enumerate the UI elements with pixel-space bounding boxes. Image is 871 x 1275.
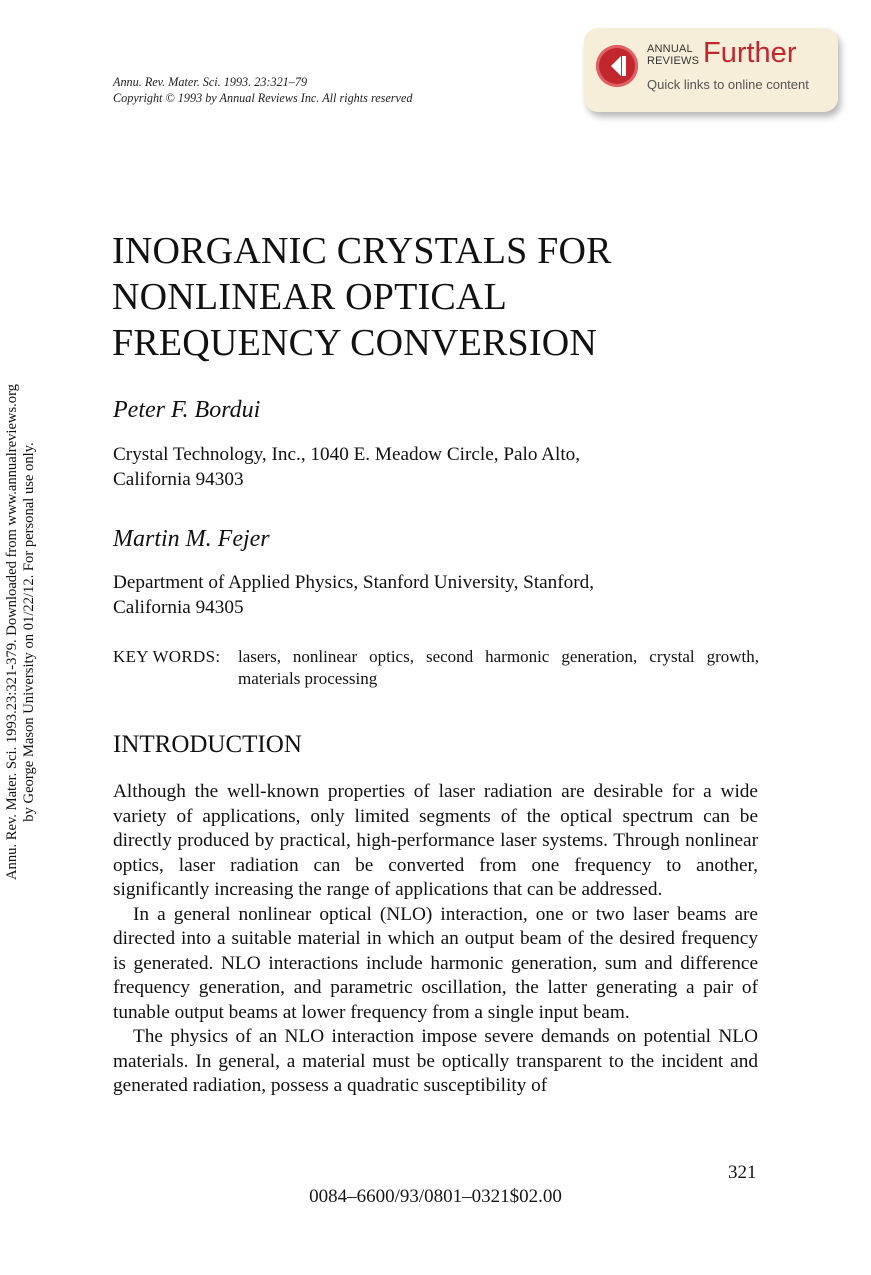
title-line-1: INORGANIC CRYSTALS FOR (112, 230, 612, 272)
body-paragraph: In a general nonlinear optical (NLO) interaction, one or two laser beams are directed into a suitable material in which an output beam of the desired frequency is generated. NLO interactions include harmonic generation, sum and difference frequency generation, and parametric oscillation, the latter generating a pair of tunable output beams at lower frequency from a single input beam. (113, 903, 758, 1023)
author-name: Peter F. Bordui (113, 397, 261, 423)
article-title (112, 228, 762, 366)
keywords-label: KEY WORDS: (113, 647, 221, 666)
author-affiliation (113, 442, 753, 492)
journal-header (113, 74, 412, 106)
article-body (113, 780, 758, 1099)
watermark-line-1: Annu. Rev. Mater. Sci. 1993.23:321-379. Downloaded from www.annualreviews.org (4, 384, 20, 880)
body-paragraph: Although the well-known properties of laser radiation are desirable for a wide variety of applications, only limited segments of the optical spectrum can be directly produced by practical, high-performance laser systems. Through nonlinear optics, laser radiation can be converted from one frequency to another, significantly increasing the range of applications that can be addressed. (113, 781, 758, 900)
author-affiliation (113, 570, 753, 620)
copyright-notice: Copyright © 1993 by Annual Reviews Inc. All rights reserved (113, 91, 413, 105)
affiliation-line: California 94303 (113, 469, 244, 490)
affiliation-line: Crystal Technology, Inc., 1040 E. Meadow Circle, Palo Alto, (113, 444, 581, 465)
title-line-3: FREQUENCY CONVERSION (112, 322, 598, 364)
page-number: 321 (728, 1162, 757, 1183)
badge-annual-word: ANNUAL (647, 43, 693, 55)
affiliation-line: Department of Applied Physics, Stanford University, Stanford, (113, 572, 595, 593)
article-code: 0084–6600/93/0801–0321$02.00 (309, 1186, 562, 1207)
title-line-2: NONLINEAR OPTICAL (112, 276, 507, 318)
author-name: Martin M. Fejer (113, 526, 270, 552)
journal-citation: Annu. Rev. Mater. Sci. 1993. 23:321–79 (113, 75, 308, 89)
keywords-block (113, 646, 759, 690)
badge-reviews-word: REVIEWS (647, 55, 700, 67)
watermark-line-2: by George Mason University on 01/22/12. For personal use only. (21, 442, 37, 822)
badge-quick-links-text: Quick links to online content (647, 77, 809, 92)
badge-further-word: Further (703, 37, 797, 69)
play-back-arrow-icon (596, 45, 638, 87)
download-watermark (4, 342, 38, 922)
body-paragraph: The physics of an NLO interaction impose severe demands on potential NLO materials. In general, a material must be optically transparent to the incident and generated radiation, possess a quadratic susceptibility of (113, 1026, 758, 1096)
keywords-text: lasers, nonlinear optics, second harmonic generation, crystal growth, materials processing (238, 647, 759, 688)
section-heading: INTRODUCTION (113, 731, 302, 758)
affiliation-line: California 94305 (113, 597, 244, 618)
further-links-badge[interactable] (584, 28, 838, 112)
